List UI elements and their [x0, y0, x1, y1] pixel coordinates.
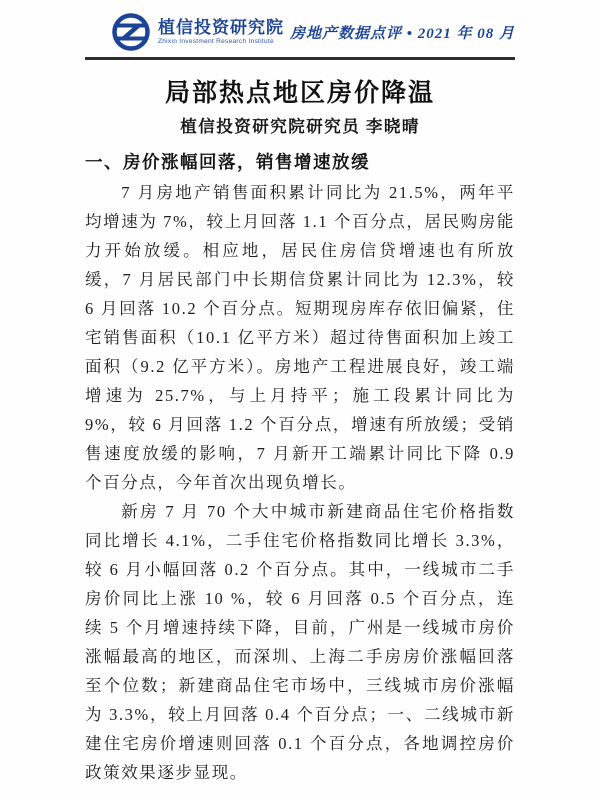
report-byline: 植信投资研究院研究员 李晓晴: [180, 117, 420, 136]
paragraph-1: 7 月房地产销售面积累计同比为 21.5%，两年平均增速为 7%，较上月回落 1.1 个百分点，居民购房能力开始放缓。相应地，居民住房信贷增速也有所放缓，7 月居民部门中长期信贷累计同比为 12.3%，较 6 月回落 10.2 个百分点。短期现房库存依旧偏紧，住宅销售面积（10.1 亿平方米）超过待售面积加上竣工面积（9.2 亿平方米）。房地产工程进展良好，竣工端增速为 25.7%，与上月持平；施工段累计同比为 9%，较 6 月回落 1.2 个百分点，增速有所放缓；受销售速度放缓的影响，7 月新开工端累计同比下降 0.9 个百分点，今年首次出现负增长。: [85, 183, 515, 492]
paragraph-2: 新房 7 月 70 个大中城市新建商品住宅价格指数同比增长 4.1%，二手住宅价格指数同比增长 3.3%，较 6 月小幅回落 0.2 个百分点。其中，一线城市二手房价同比上涨 10 %，较 6 月回落 0.5 个百分点，连续 5 个月增速持续下降，目前，广州是一线城市房价涨幅最高的地区，而深圳、上海二手房房价涨幅回落至个位数；新建商品住宅市场中，三线城市房价涨幅为 3.3%，较上月回落 0.4 个百分点；一、二线城市新建住宅房价增速则回落 0.1 个百分点，各地调控房价政策效果逐步显现。: [85, 502, 515, 782]
institute-name: 植信投资研究院: [158, 17, 284, 37]
institute-logo-text: [158, 19, 284, 46]
report-body: [85, 178, 515, 787]
institute-logo-icon: [111, 12, 151, 52]
report-title: 局部热点地区房价降温: [164, 79, 435, 107]
page-header: [85, 10, 515, 54]
section-heading: 一、房价涨幅回落，销售增速放缓: [85, 152, 370, 172]
institute-name-en: Zhixin Investment Research Institute: [158, 37, 274, 45]
header-divider: [85, 57, 515, 60]
issue-label: 房地产数据点评 • 2021 年 08 月: [289, 25, 515, 42]
institute-logo: [111, 12, 284, 52]
